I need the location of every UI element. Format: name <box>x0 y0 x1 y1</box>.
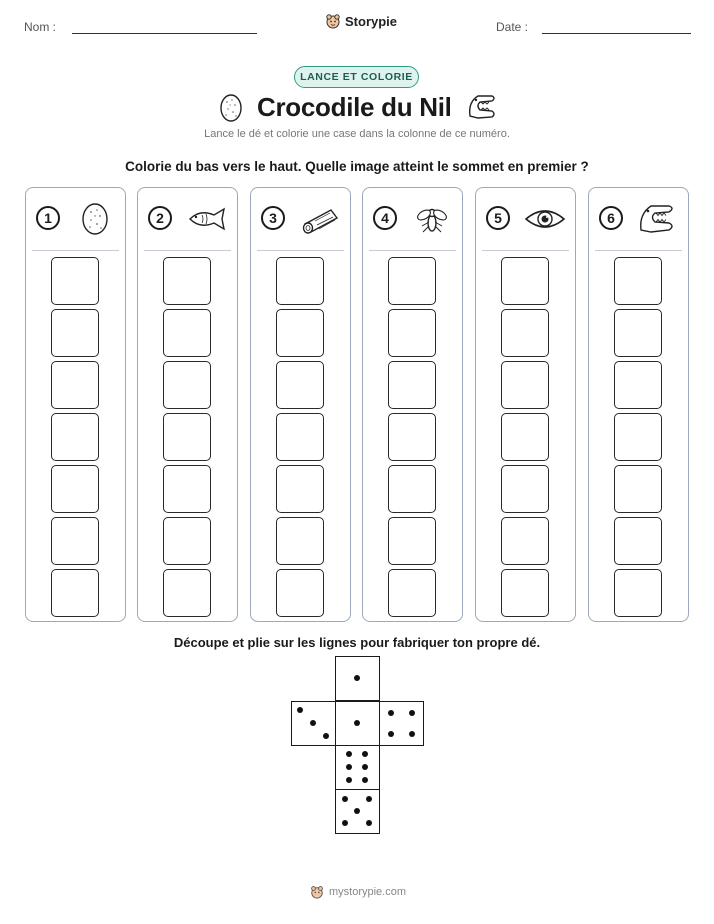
dice-pip <box>362 751 368 757</box>
color-box[interactable] <box>388 569 436 617</box>
column-header <box>599 202 681 238</box>
dice-face-left <box>291 701 336 746</box>
color-box[interactable] <box>501 257 549 305</box>
color-box[interactable] <box>501 465 549 513</box>
brand-logo <box>325 13 397 29</box>
dice-pip <box>366 796 372 802</box>
dice-face-center <box>335 701 380 746</box>
page-title: Crocodile du Nil <box>257 92 452 122</box>
dice-pip <box>409 710 415 716</box>
dice-pip <box>297 707 303 713</box>
color-box[interactable] <box>501 517 549 565</box>
instruction-bottom: Découpe et plie sur les lignes pour fabriquer ton propre dé. <box>173 635 541 650</box>
brand-name: Storypie <box>345 13 398 29</box>
color-box[interactable] <box>163 257 211 305</box>
footer-url: mystorypie.com <box>329 886 407 898</box>
color-box[interactable] <box>614 517 662 565</box>
color-box[interactable] <box>163 517 211 565</box>
color-box[interactable] <box>501 413 549 461</box>
column-number: 6 <box>599 206 623 230</box>
column-4 <box>362 187 463 622</box>
dice-face-top <box>335 656 380 701</box>
page-subtitle: Lance le dé et colorie une case dans la colonne de ce numéro. <box>204 128 510 140</box>
column-divider <box>369 250 456 251</box>
color-box[interactable] <box>614 569 662 617</box>
eye-icon <box>522 202 568 236</box>
color-box[interactable] <box>388 361 436 409</box>
dice-pip <box>323 733 329 739</box>
dice-pip <box>346 751 352 757</box>
color-box[interactable] <box>163 309 211 357</box>
storypie-mascot-icon <box>325 13 341 29</box>
column-number: 1 <box>36 206 60 230</box>
color-box[interactable] <box>276 257 324 305</box>
color-box[interactable] <box>388 257 436 305</box>
color-box[interactable] <box>388 413 436 461</box>
column-number: 4 <box>373 206 397 230</box>
color-box[interactable] <box>51 465 99 513</box>
color-box[interactable] <box>614 465 662 513</box>
egg-icon <box>72 202 118 236</box>
column-1 <box>25 187 126 622</box>
color-box[interactable] <box>163 465 211 513</box>
color-box[interactable] <box>51 257 99 305</box>
color-box[interactable] <box>276 569 324 617</box>
color-box[interactable] <box>276 465 324 513</box>
fly-icon <box>409 202 455 236</box>
dice-pip <box>366 820 372 826</box>
column-6 <box>588 187 689 622</box>
egg-icon <box>218 92 244 122</box>
column-number: 5 <box>486 206 510 230</box>
color-box[interactable] <box>388 465 436 513</box>
color-box[interactable] <box>501 569 549 617</box>
dice-pip <box>354 720 360 726</box>
dice-face-right <box>379 701 424 746</box>
dice-pip <box>342 820 348 826</box>
dice-pip <box>310 720 316 726</box>
color-box[interactable] <box>614 257 662 305</box>
log-icon <box>297 202 343 236</box>
column-number: 3 <box>261 206 285 230</box>
dice-pip <box>388 731 394 737</box>
name-line <box>72 33 257 34</box>
dice-pip <box>362 764 368 770</box>
color-box[interactable] <box>501 361 549 409</box>
color-box[interactable] <box>614 309 662 357</box>
color-box[interactable] <box>388 309 436 357</box>
column-divider <box>257 250 344 251</box>
color-box[interactable] <box>51 569 99 617</box>
color-box[interactable] <box>51 517 99 565</box>
color-box[interactable] <box>51 361 99 409</box>
color-box[interactable] <box>51 309 99 357</box>
column-3 <box>250 187 351 622</box>
color-box[interactable] <box>276 309 324 357</box>
color-box[interactable] <box>51 413 99 461</box>
column-divider <box>595 250 682 251</box>
fish-icon <box>184 202 230 236</box>
color-box[interactable] <box>501 309 549 357</box>
dice-face-below <box>335 745 380 790</box>
column-header <box>486 202 568 238</box>
dice-pip <box>354 808 360 814</box>
dice-pip <box>388 710 394 716</box>
color-box[interactable] <box>388 517 436 565</box>
crocodile-head-icon <box>466 92 498 122</box>
name-label: Nom : <box>24 20 57 34</box>
crocodile-head-icon <box>635 202 681 236</box>
dice-pip <box>342 796 348 802</box>
storypie-mascot-icon <box>310 885 324 899</box>
column-divider <box>482 250 569 251</box>
column-divider <box>32 250 119 251</box>
color-box[interactable] <box>276 361 324 409</box>
instruction-top: Colorie du bas vers le haut. Quelle image atteint le sommet en premier ? <box>125 159 589 174</box>
footer <box>310 885 406 899</box>
color-box[interactable] <box>614 413 662 461</box>
date-line <box>542 33 691 34</box>
color-box[interactable] <box>276 413 324 461</box>
color-box[interactable] <box>614 361 662 409</box>
dice-pip <box>354 675 360 681</box>
color-box[interactable] <box>163 361 211 409</box>
column-5 <box>475 187 576 622</box>
column-header <box>373 202 455 238</box>
column-divider <box>144 250 231 251</box>
dice-face-bottom <box>335 789 380 834</box>
dice-pip <box>409 731 415 737</box>
dice-pip <box>346 764 352 770</box>
color-box[interactable] <box>163 413 211 461</box>
column-header <box>148 202 230 238</box>
column-2 <box>137 187 238 622</box>
column-number: 2 <box>148 206 172 230</box>
column-header <box>261 202 343 238</box>
date-label: Date : <box>496 20 529 34</box>
color-box[interactable] <box>276 517 324 565</box>
color-box[interactable] <box>163 569 211 617</box>
dice-pip <box>346 777 352 783</box>
activity-badge: LANCE ET COLORIE <box>294 66 419 88</box>
column-header <box>36 202 118 238</box>
dice-pip <box>362 777 368 783</box>
